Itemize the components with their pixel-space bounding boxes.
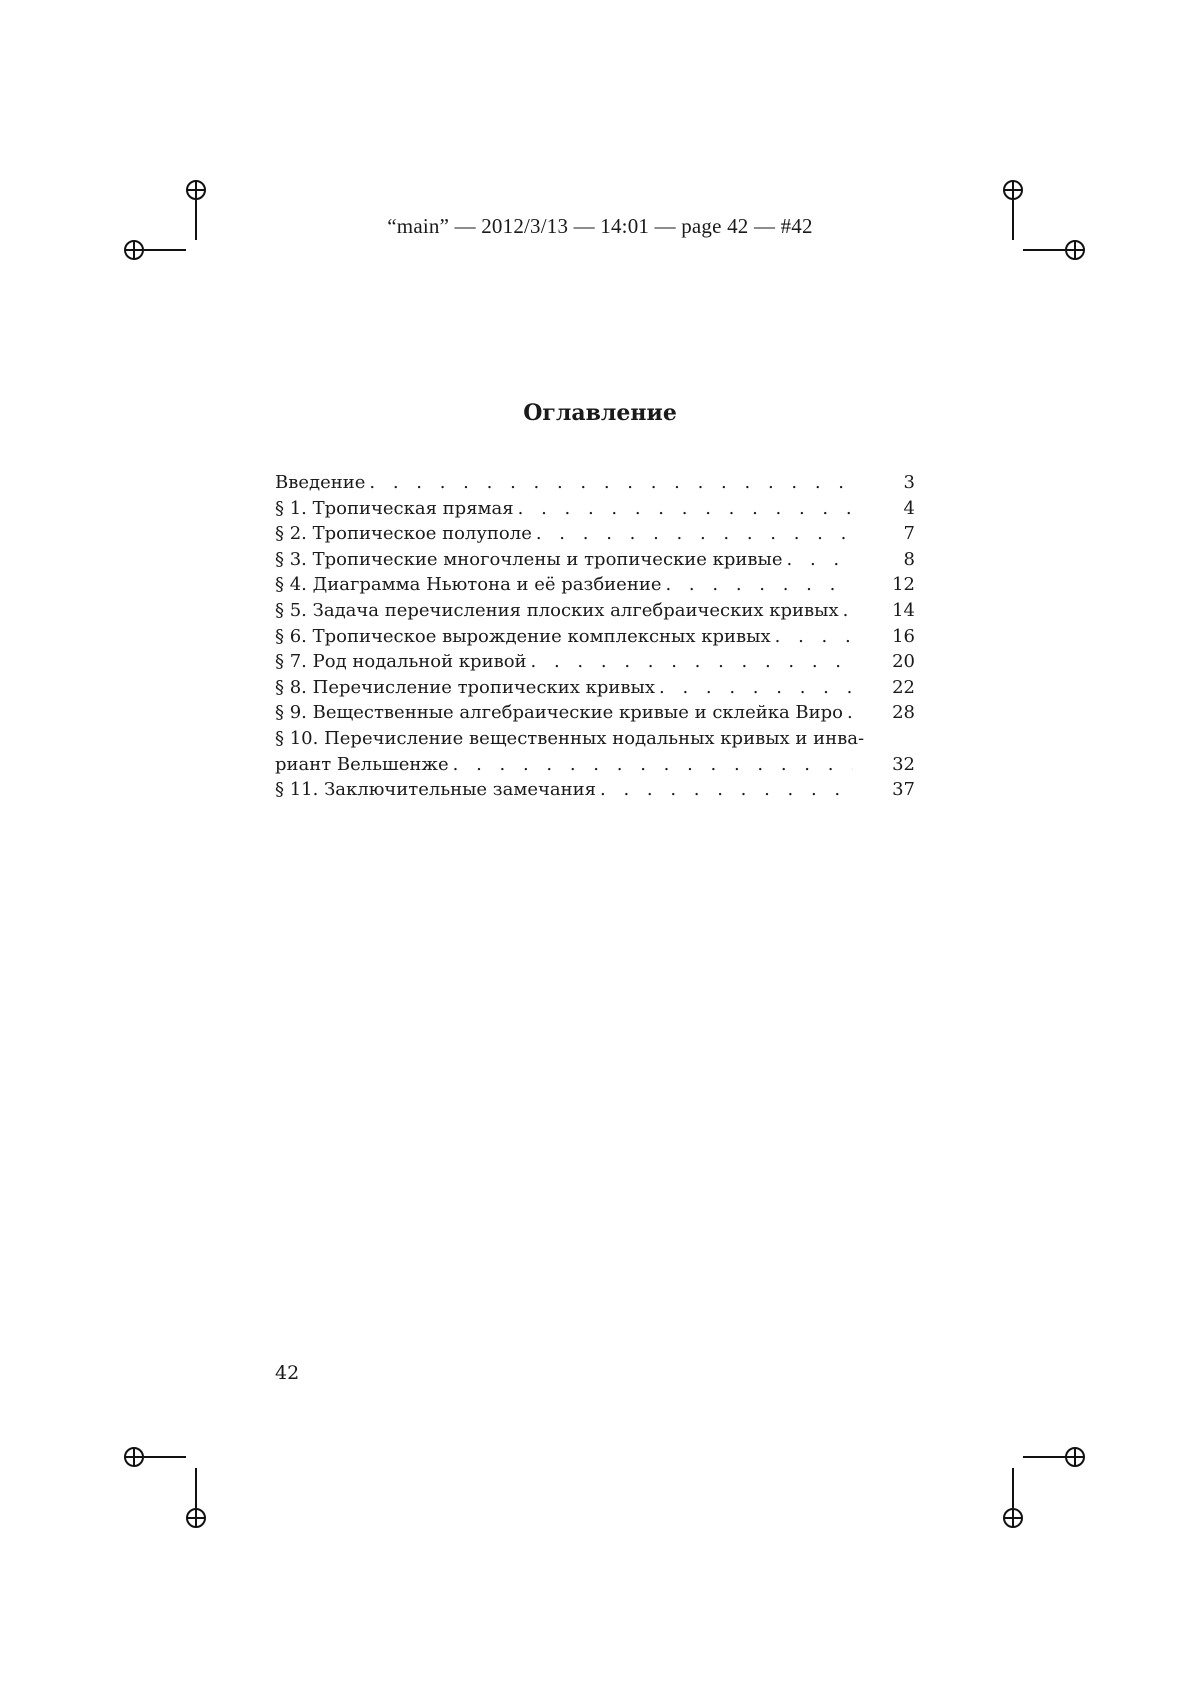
toc-entry-section-8[interactable] bbox=[275, 675, 915, 701]
page-number: 42 bbox=[275, 1362, 300, 1384]
toc-entry-section-1[interactable] bbox=[275, 496, 915, 522]
toc-entry-page: 22 bbox=[892, 676, 915, 698]
toc-leader-dots bbox=[536, 521, 853, 547]
toc-entry-section-7[interactable] bbox=[275, 649, 915, 675]
toc-entry-section-6[interactable] bbox=[275, 624, 915, 650]
toc-entry-page: 37 bbox=[892, 779, 915, 801]
toc-leader-dots bbox=[775, 624, 853, 650]
toc-entry-label: § 3. Тропические многочлены и тропические кривые bbox=[275, 547, 787, 573]
toc-entry-label: § 1. Тропическая прямая bbox=[275, 496, 518, 522]
toc-entry-section-10-continuation[interactable] bbox=[275, 752, 915, 778]
toc-entry-section-11[interactable] bbox=[275, 777, 915, 803]
toc-leader-dots bbox=[843, 598, 853, 624]
toc-leader-dots bbox=[600, 777, 853, 803]
toc-entry-page: 3 bbox=[903, 472, 915, 493]
toc-entry-label: § 2. Тропическое полуполе bbox=[275, 521, 536, 547]
toc-entry-section-10[interactable] bbox=[275, 726, 915, 752]
toc-title: Оглавление bbox=[523, 400, 677, 426]
toc-leader-dots bbox=[453, 752, 853, 778]
toc-entry-intro[interactable] bbox=[275, 470, 915, 496]
toc-leader-dots bbox=[665, 572, 853, 598]
toc-entry-page: 16 bbox=[892, 625, 915, 647]
toc-leader-dots bbox=[531, 649, 853, 675]
toc-entry-section-5[interactable] bbox=[275, 598, 915, 624]
toc-entry-label: § 4. Диаграмма Ньютона и её разбиение bbox=[275, 572, 665, 598]
toc-entry-label: § 10. Перечисление вещественных нодальных кривых и инва- bbox=[275, 726, 864, 752]
toc-entry-label: Введение bbox=[275, 470, 369, 496]
table-of-contents bbox=[275, 470, 915, 803]
toc-entry-section-3[interactable] bbox=[275, 547, 915, 573]
toc-leader-dots bbox=[847, 700, 853, 726]
running-header: “main” — 2012/3/13 — 14:01 — page 42 — #42 bbox=[387, 214, 813, 238]
toc-entry-page: 28 bbox=[892, 702, 915, 724]
toc-entry-section-9[interactable] bbox=[275, 700, 915, 726]
registration-mark-bottom-left bbox=[125, 1448, 205, 1527]
toc-leader-dots bbox=[787, 547, 853, 573]
toc-entry-page: 32 bbox=[892, 753, 915, 775]
toc-leader-dots bbox=[369, 470, 853, 496]
toc-entry-label: § 7. Род нодальной кривой bbox=[275, 649, 531, 675]
toc-leader-dots bbox=[518, 496, 853, 522]
toc-entry-section-2[interactable] bbox=[275, 521, 915, 547]
toc-entry-section-4[interactable] bbox=[275, 572, 915, 598]
toc-entry-page: 14 bbox=[892, 599, 915, 621]
toc-entry-label: § 11. Заключительные замечания bbox=[275, 777, 600, 803]
toc-entry-page: 12 bbox=[892, 574, 915, 596]
toc-entry-label: § 8. Перечисление тропических кривых bbox=[275, 675, 659, 701]
toc-entry-label: § 5. Задача перечисления плоских алгебраических кривых bbox=[275, 598, 843, 624]
toc-entry-label-continuation: риант Вельшенже bbox=[275, 752, 453, 778]
toc-entry-label: § 6. Тропическое вырождение комплексных кривых bbox=[275, 624, 775, 650]
toc-entry-page: 8 bbox=[903, 548, 915, 570]
toc-leader-dots bbox=[659, 675, 853, 701]
toc-entry-label: § 9. Вещественные алгебраические кривые и склейка Виро bbox=[275, 700, 847, 726]
toc-entry-page: 4 bbox=[903, 497, 915, 519]
toc-entry-page: 20 bbox=[892, 651, 915, 673]
toc-entry-page: 7 bbox=[903, 523, 915, 545]
registration-mark-bottom-right bbox=[1004, 1448, 1084, 1527]
